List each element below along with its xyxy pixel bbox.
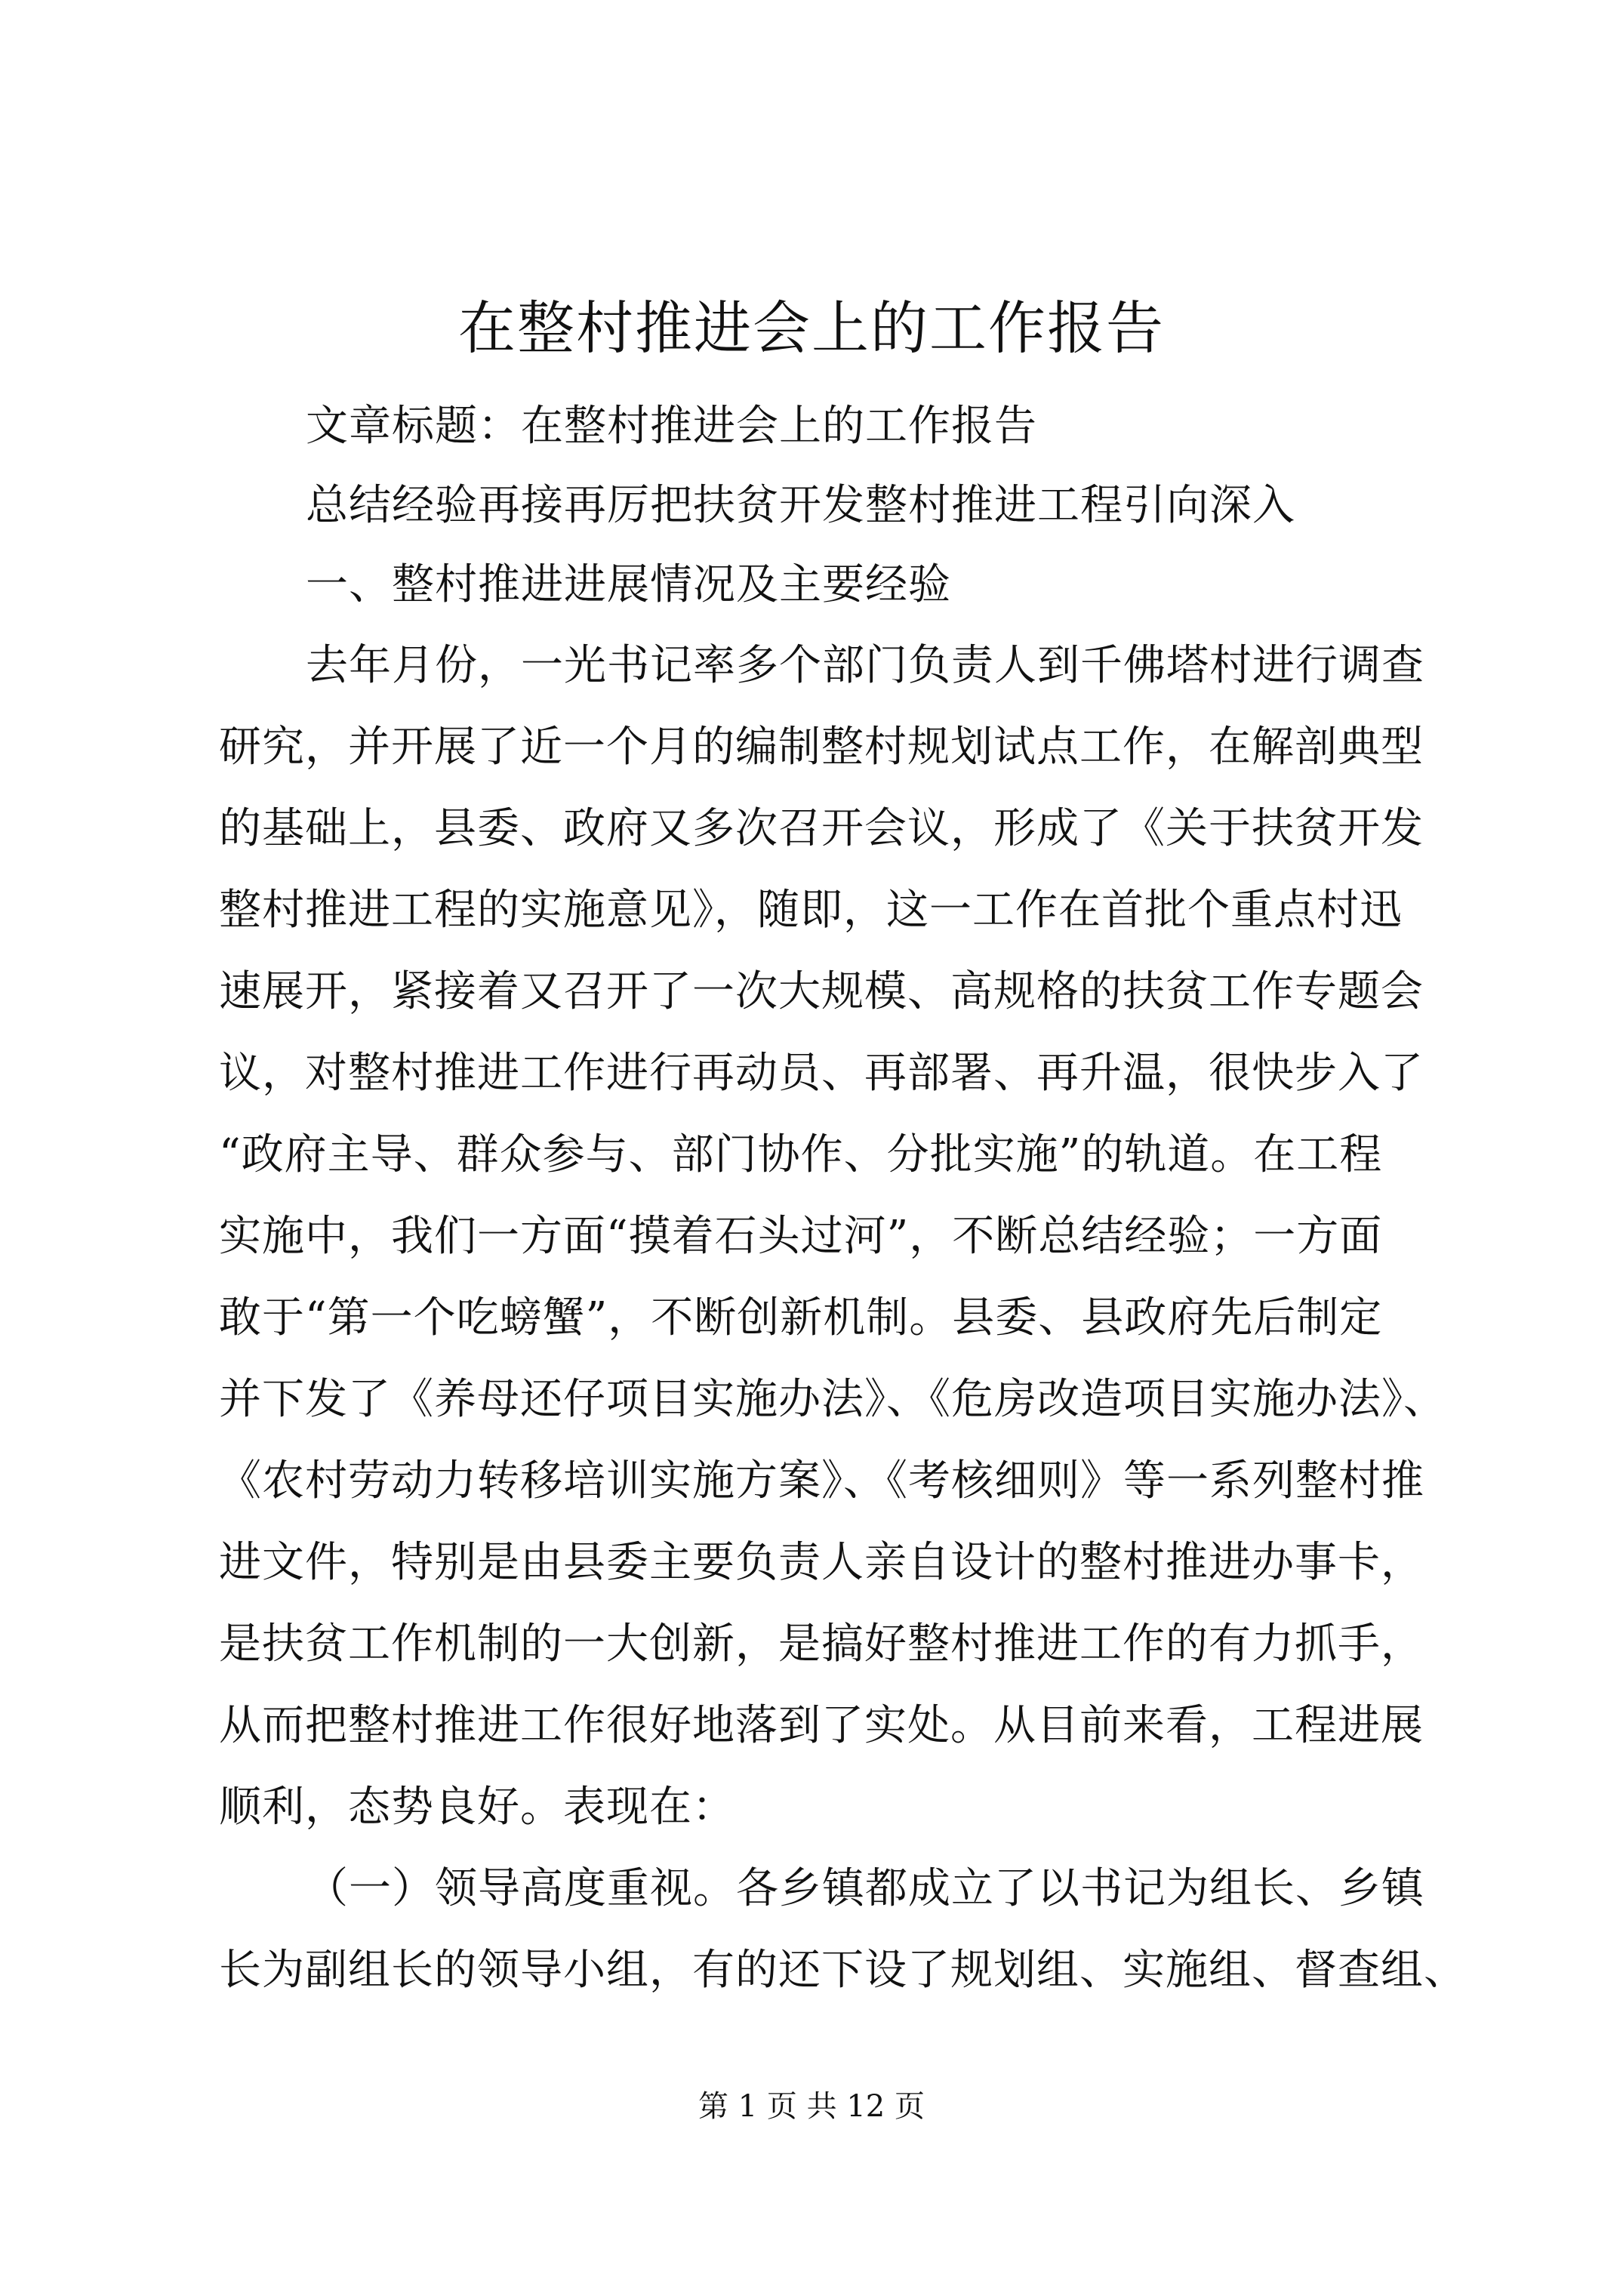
paragraph-line: 长为副组长的领导小组，有的还下设了规划组、实施组、督查组、 bbox=[219, 1946, 1467, 1995]
paragraph-line: 整村推进工程的实施意见》，随即，这一工作在首批个重点村迅 bbox=[219, 886, 1403, 935]
section-heading: 一、整村推进进展情况及主要经验 bbox=[306, 560, 951, 609]
paragraph-line: 去年月份，一光书记率多个部门负责人到千佛塔村进行调查 bbox=[306, 641, 1424, 690]
paragraph-line: 《农村劳动力转移培训实施方案》、《考核细则》等一系列整村推 bbox=[219, 1456, 1424, 1505]
paragraph-line: 从而把整村推进工作很好地落到了实处。从目前来看，工程进展 bbox=[219, 1701, 1424, 1750]
paragraph-line: 实施中，我们一方面“摸着石头过河”，不断总结经验；一方面 bbox=[219, 1212, 1383, 1261]
subtitle-line: 总结经验再接再厉把扶贫开发整村推进工程引向深入 bbox=[306, 481, 1295, 530]
paragraph-line: 速展开，紧接着又召开了一次大规模、高规格的扶贫工作专题会 bbox=[219, 967, 1424, 1016]
paragraph-line: 是扶贫工作机制的一大创新，是搞好整村推进工作的有力抓手， bbox=[219, 1620, 1424, 1669]
paragraph-line: 顺利，态势良好。表现在： bbox=[219, 1783, 735, 1832]
paragraph-line: 进文件，特别是由县委主要负责人亲自设计的整村推进办事卡， bbox=[219, 1538, 1424, 1587]
paragraph-line: 研究，并开展了近一个月的编制整村规划试点工作，在解剖典型 bbox=[219, 723, 1424, 772]
document-title: 在整村推进会上的工作报告 bbox=[458, 294, 1165, 362]
page-footer: 第 1 页 共 12 页 bbox=[698, 2089, 925, 2124]
article-title-line: 文章标题：在整村推进会上的工作报告 bbox=[306, 402, 1037, 451]
paragraph-line: 敢于“第一个吃螃蟹”，不断创新机制。县委、县政府先后制定 bbox=[219, 1293, 1383, 1342]
paragraph-line: 的基础上，县委、政府又多次召开会议，形成了《关于扶贫开发 bbox=[219, 804, 1424, 853]
paragraph-line: “政府主导、群众参与、部门协作、分批实施”的轨道。在工程 bbox=[219, 1130, 1383, 1179]
paragraph-line: 并下发了《养母还仔项目实施办法》、《危房改造项目实施办法》、 bbox=[219, 1375, 1446, 1424]
paragraph-line: 议，对整村推进工作进行再动员、再部署、再升温，很快步入了 bbox=[219, 1049, 1424, 1098]
subsection-line: （一）领导高度重视。各乡镇都成立了以书记为组长、乡镇 bbox=[306, 1864, 1424, 1913]
